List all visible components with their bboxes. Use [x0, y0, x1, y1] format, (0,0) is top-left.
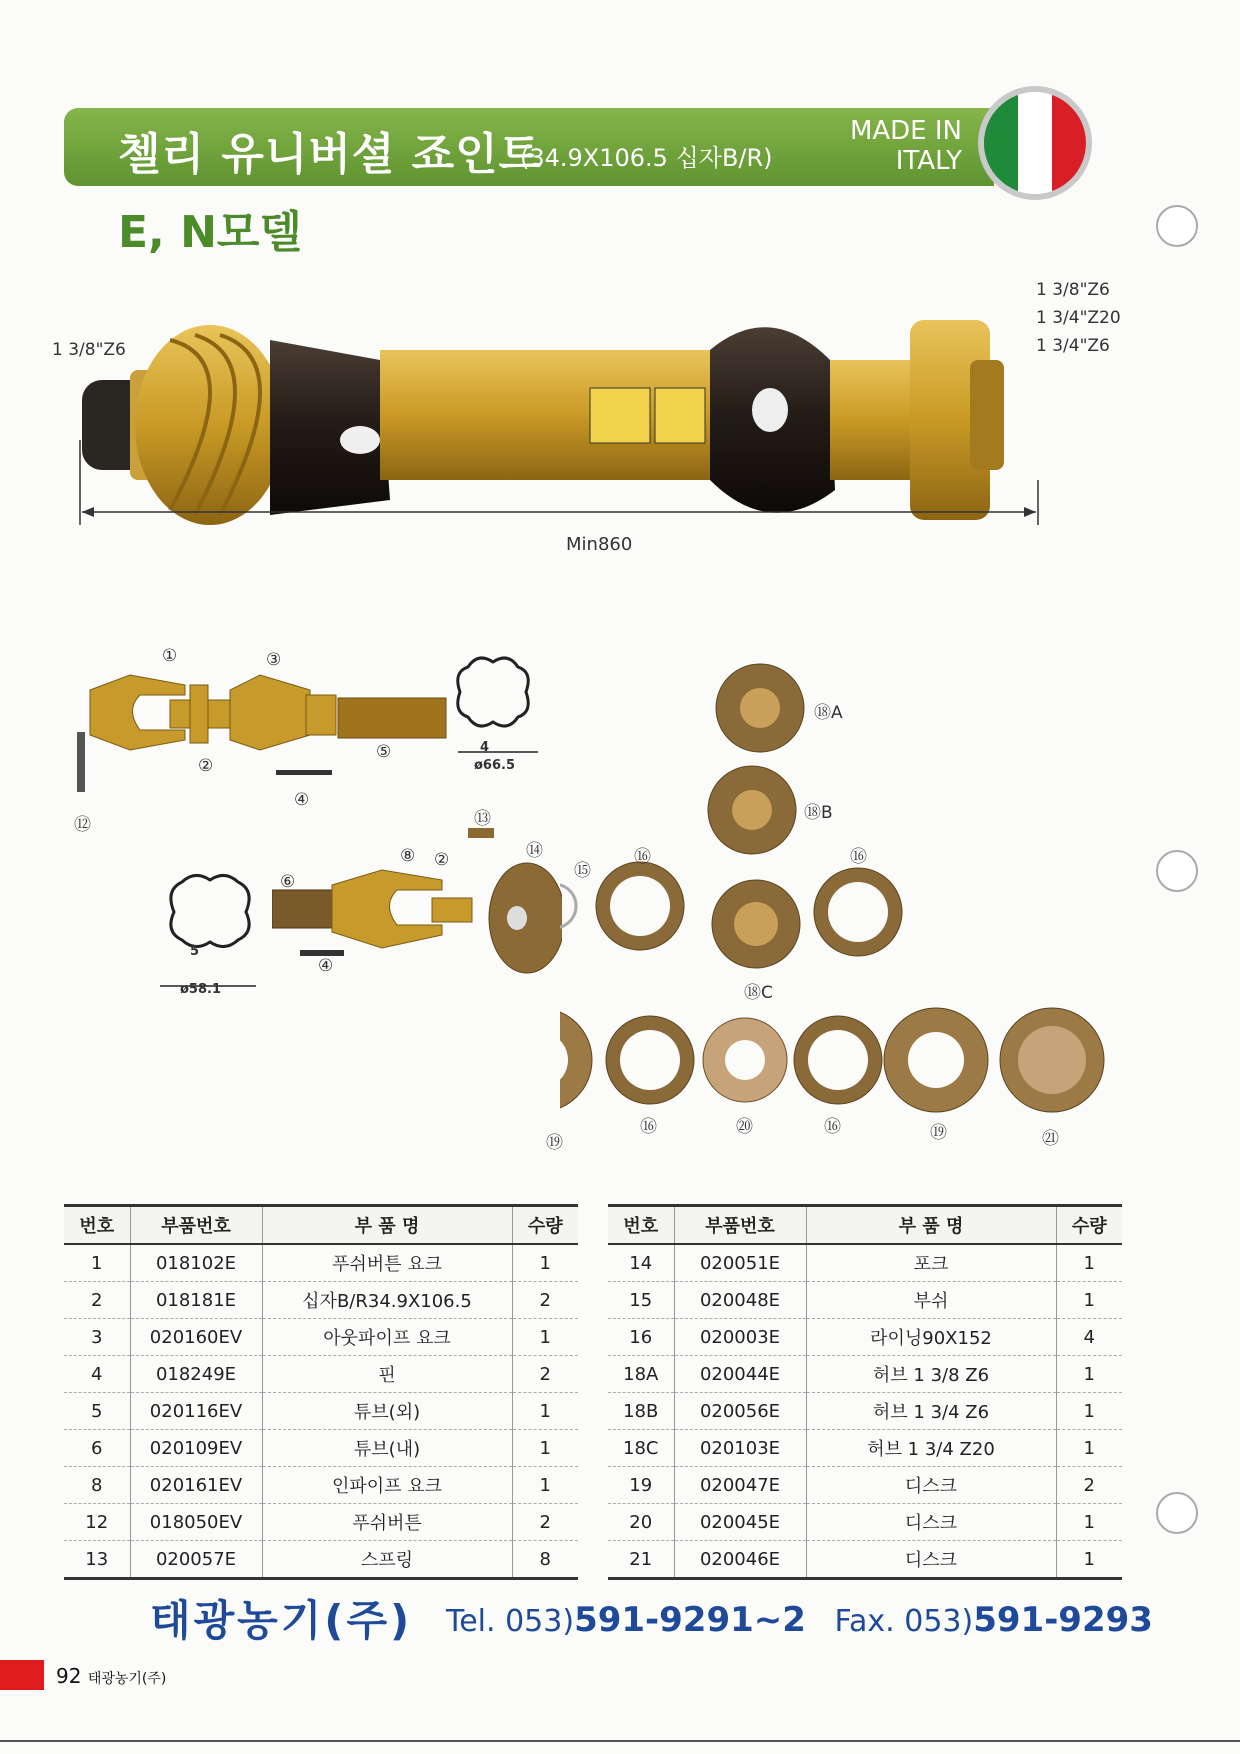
- cell-quantity: 1: [1056, 1356, 1122, 1393]
- callout-12: ⑫: [74, 815, 91, 835]
- cell-number: 19: [608, 1467, 674, 1504]
- cell-quantity: 1: [1056, 1541, 1122, 1579]
- cell-part-number: 018181E: [130, 1282, 262, 1319]
- cell-quantity: 1: [1056, 1244, 1122, 1282]
- cell-number: 18B: [608, 1393, 674, 1430]
- table-row: [608, 1356, 1122, 1393]
- cell-quantity: 2: [512, 1504, 578, 1541]
- col-header-number: 번호: [64, 1206, 130, 1245]
- table-row: [608, 1319, 1122, 1356]
- callout-4b: ④: [318, 956, 334, 976]
- cell-part-number: 018249E: [130, 1356, 262, 1393]
- cell-number: 16: [608, 1319, 674, 1356]
- callout-4: ④: [294, 790, 310, 810]
- cell-number: 4: [64, 1356, 130, 1393]
- table-row: [64, 1319, 578, 1356]
- cell-quantity: 8: [512, 1541, 578, 1579]
- cell-number: 2: [64, 1282, 130, 1319]
- cell-part-number: 018102E: [130, 1244, 262, 1282]
- callout-18a: ⑱A: [814, 703, 843, 723]
- cell-part-name: 십자B/R34.9X106.5: [262, 1282, 512, 1319]
- cell-part-name: 디스크: [806, 1504, 1056, 1541]
- cell-part-name: 디스크: [806, 1541, 1056, 1579]
- cell-quantity: 4: [1056, 1319, 1122, 1356]
- cell-part-number: 020045E: [674, 1504, 806, 1541]
- cell-part-number: 018050EV: [130, 1504, 262, 1541]
- cell-number: 13: [64, 1541, 130, 1579]
- punch-hole: [1156, 205, 1198, 247]
- cell-part-number: 020047E: [674, 1467, 806, 1504]
- clutch-parts-illustration: [560, 660, 1220, 1120]
- col-header-part-name: 부 품 명: [806, 1206, 1056, 1245]
- inner-tube-profile-diagram: [160, 870, 270, 1000]
- cell-number: 18C: [608, 1430, 674, 1467]
- cell-number: 14: [608, 1244, 674, 1282]
- cell-number: 6: [64, 1430, 130, 1467]
- cell-quantity: 2: [512, 1282, 578, 1319]
- company-name: 태광농기(주): [150, 1596, 413, 1645]
- inner-yoke-assembly-illustration: [272, 860, 562, 980]
- cell-part-number: 020109EV: [130, 1430, 262, 1467]
- col-header-quantity: 수량: [1056, 1206, 1122, 1245]
- callout-16: ⑯: [634, 847, 651, 867]
- contact-line: [446, 1600, 1153, 1640]
- cell-part-name: 인파이프 요크: [262, 1467, 512, 1504]
- callout-20: ⑳: [736, 1117, 753, 1137]
- tel-number: 591-9291~2: [574, 1600, 806, 1640]
- cell-part-number: 020046E: [674, 1541, 806, 1579]
- cell-quantity: 1: [1056, 1430, 1122, 1467]
- callout-13: ⑬: [474, 809, 491, 829]
- outer-profile-diameter: ø66.5: [474, 758, 516, 773]
- page-title: 첼리 유니버셜 죠인트: [118, 129, 543, 180]
- cell-part-name: 튜브(외): [262, 1393, 512, 1430]
- cell-quantity: 1: [512, 1319, 578, 1356]
- model-heading: E, N모델: [118, 207, 302, 258]
- cell-quantity: 1: [1056, 1504, 1122, 1541]
- spring-button-illustration: [72, 732, 92, 802]
- cell-quantity: 2: [1056, 1467, 1122, 1504]
- table-row: [64, 1541, 578, 1579]
- parts-table-right: [608, 1204, 1122, 1580]
- page-subtitle: (34.9X106.5 십자B/R): [520, 144, 773, 172]
- cell-part-number: 020056E: [674, 1393, 806, 1430]
- table-row: [64, 1393, 578, 1430]
- page-company: 태광농기(주): [87, 1671, 167, 1687]
- cell-quantity: 1: [512, 1244, 578, 1282]
- inner-profile-width: 5: [190, 944, 200, 959]
- callout-16d: ⑯: [824, 1117, 841, 1137]
- callout-2b: ②: [434, 850, 450, 870]
- cell-part-name: 스프링: [262, 1541, 512, 1579]
- outer-tube-profile-diagram: [448, 652, 548, 772]
- cell-part-number: 020160EV: [130, 1319, 262, 1356]
- callout-15: ⑮: [574, 861, 591, 881]
- table-row: [608, 1244, 1122, 1282]
- cell-quantity: 1: [512, 1467, 578, 1504]
- table-row: [64, 1244, 578, 1282]
- cell-part-number: 020161EV: [130, 1467, 262, 1504]
- cell-quantity: 1: [512, 1430, 578, 1467]
- cell-part-number: 020057E: [130, 1541, 262, 1579]
- made-in-label: MADE IN ITALY: [849, 116, 962, 176]
- cell-part-name: 허브 1 3/4 Z20: [806, 1430, 1056, 1467]
- cell-part-number: 020051E: [674, 1244, 806, 1282]
- callout-16c: ⑯: [640, 1117, 657, 1137]
- fax-prefix: Fax. 053): [834, 1604, 974, 1639]
- italy-flag-icon: [978, 86, 1092, 200]
- cell-part-number: 020116EV: [130, 1393, 262, 1430]
- callout-21: ㉑: [1042, 1129, 1059, 1149]
- left-spline-spec: 1 3/8"Z6: [52, 340, 126, 360]
- callout-18c: ⑱C: [744, 983, 773, 1003]
- cell-number: 12: [64, 1504, 130, 1541]
- page-marker: [0, 1660, 44, 1690]
- cell-quantity: 2: [512, 1356, 578, 1393]
- page-footer: [56, 1664, 166, 1688]
- cell-number: 5: [64, 1393, 130, 1430]
- parts-table-left: [64, 1204, 578, 1580]
- cell-number: 21: [608, 1541, 674, 1579]
- table-row: [64, 1430, 578, 1467]
- right-spline-specs: 1 3/8"Z6 1 3/4"Z20 1 3/4"Z6: [1036, 280, 1121, 356]
- col-header-part-number: 부품번호: [130, 1206, 262, 1245]
- table-row: [64, 1467, 578, 1504]
- min-length-label: Min860: [566, 534, 633, 555]
- cell-part-name: 허브 1 3/4 Z6: [806, 1393, 1056, 1430]
- callout-5: ⑤: [376, 742, 392, 762]
- bottom-rule: [0, 1740, 1240, 1742]
- cell-part-number: 020044E: [674, 1356, 806, 1393]
- cell-part-name: 아웃파이프 요크: [262, 1319, 512, 1356]
- cell-number: 3: [64, 1319, 130, 1356]
- cell-part-name: 허브 1 3/8 Z6: [806, 1356, 1056, 1393]
- cell-part-number: 020048E: [674, 1282, 806, 1319]
- page-number: 92: [56, 1664, 82, 1688]
- cell-part-name: 튜브(내): [262, 1430, 512, 1467]
- cell-part-name: 부쉬: [806, 1282, 1056, 1319]
- cell-part-number: 020003E: [674, 1319, 806, 1356]
- cell-quantity: 1: [1056, 1282, 1122, 1319]
- callout-3: ③: [266, 650, 282, 670]
- cell-part-name: 라이닝90X152: [806, 1319, 1056, 1356]
- table-row: [64, 1282, 578, 1319]
- callout-16b: ⑯: [850, 847, 867, 867]
- callout-14: ⑭: [526, 841, 543, 861]
- table-row: [608, 1282, 1122, 1319]
- cell-quantity: 1: [512, 1393, 578, 1430]
- table-row: [608, 1504, 1122, 1541]
- table-row: [64, 1504, 578, 1541]
- cell-part-name: 디스크: [806, 1467, 1056, 1504]
- cell-quantity: 1: [1056, 1393, 1122, 1430]
- col-header-part-number: 부품번호: [674, 1206, 806, 1245]
- table-row: [608, 1393, 1122, 1430]
- table-row: [64, 1356, 578, 1393]
- col-header-quantity: 수량: [512, 1206, 578, 1245]
- table-row: [608, 1430, 1122, 1467]
- col-header-number: 번호: [608, 1206, 674, 1245]
- cell-part-number: 020103E: [674, 1430, 806, 1467]
- cell-part-name: 푸쉬버튼 요크: [262, 1244, 512, 1282]
- inner-profile-diameter: ø58.1: [180, 982, 222, 997]
- pin-illustration: [276, 768, 336, 778]
- callout-6: ⑥: [280, 872, 296, 892]
- cell-part-name: 포크: [806, 1244, 1056, 1282]
- cell-number: 8: [64, 1467, 130, 1504]
- cell-part-name: 푸쉬버튼: [262, 1504, 512, 1541]
- cell-part-name: 핀: [262, 1356, 512, 1393]
- callout-2: ②: [198, 756, 214, 776]
- table-row: [608, 1467, 1122, 1504]
- fax-number: 591-9293: [973, 1600, 1153, 1640]
- cell-number: 18A: [608, 1356, 674, 1393]
- cell-number: 15: [608, 1282, 674, 1319]
- callout-8: ⑧: [400, 846, 416, 866]
- cell-number: 1: [64, 1244, 130, 1282]
- tel-prefix: Tel. 053): [446, 1604, 575, 1639]
- callout-19: ⑲: [546, 1133, 563, 1153]
- cell-number: 20: [608, 1504, 674, 1541]
- col-header-part-name: 부 품 명: [262, 1206, 512, 1245]
- punch-hole: [1156, 1492, 1198, 1534]
- callout-18b: ⑱B: [804, 803, 833, 823]
- table-row: [608, 1541, 1122, 1579]
- callout-19b: ⑲: [930, 1123, 947, 1143]
- callout-1: ①: [162, 646, 178, 666]
- outer-profile-width: 4: [480, 740, 490, 755]
